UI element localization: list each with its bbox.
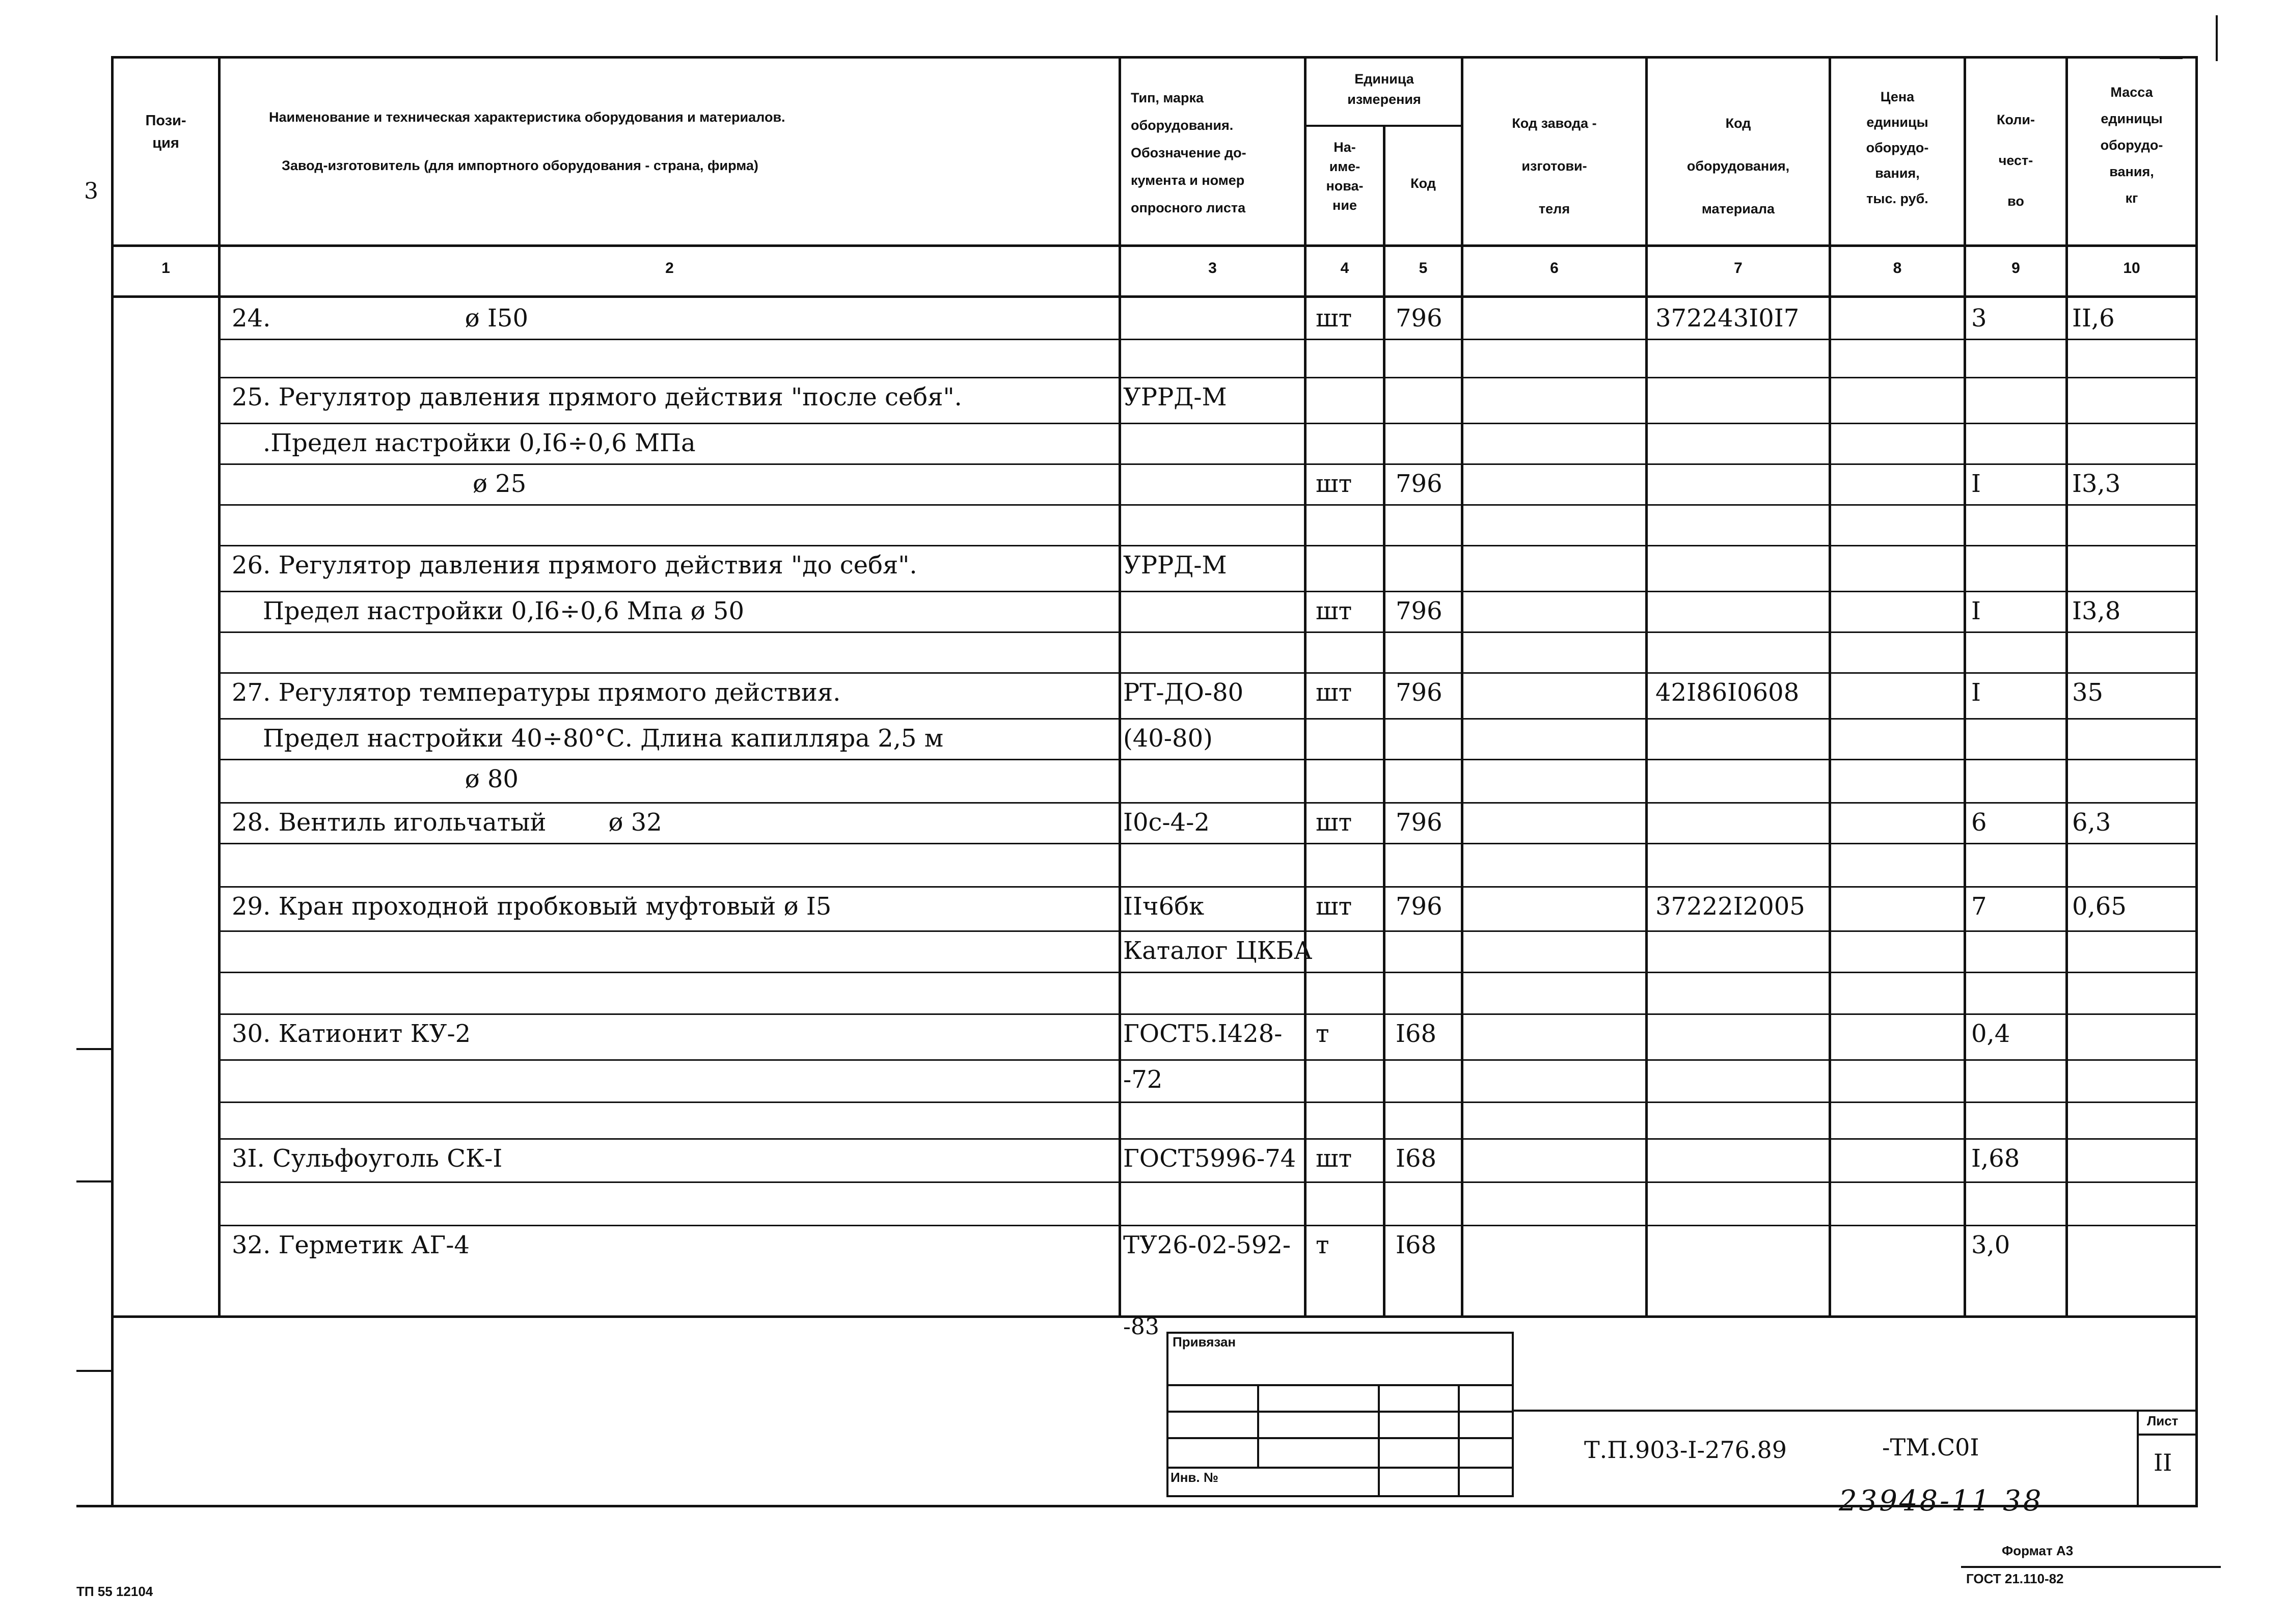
corner-tick-1 (2216, 15, 2218, 61)
hdr-quantity: Коли- чест- во (1996, 112, 2035, 209)
tb-h2 (1166, 1411, 1513, 1413)
border-right (2195, 56, 2198, 1507)
cell-c10: 0,65 (2072, 892, 2127, 921)
cell-c2: 27. Регулятор температуры прямого действия. (232, 678, 841, 707)
row-line (218, 339, 2198, 340)
format-label: Формат А3 (2002, 1543, 2074, 1558)
cell-c5: 796 (1396, 470, 1443, 498)
cell-c10: I3,3 (2072, 470, 2121, 498)
cell-c7: 37222I2005 (1655, 892, 1805, 921)
row-line (218, 1181, 2198, 1183)
row-line (218, 672, 2198, 674)
cell-c4: шт (1316, 304, 1352, 333)
cell-c9: I (1971, 678, 1981, 707)
cell-c3: I0с-4-2 (1123, 808, 1210, 837)
border-top (111, 56, 2198, 59)
hdr-name-line1: Наименование и техническая характеристика оборудования и материалов. (269, 109, 785, 125)
hdr-unit-name: На- име- нова- ние (1326, 140, 1364, 213)
row-line (218, 843, 2198, 844)
colnum-4: 4 (1340, 260, 1349, 277)
cell-c2: ø 80 (232, 765, 519, 793)
overflow-text: -83 (1123, 1314, 1159, 1340)
cell-c3: IIч6бк (1123, 892, 1205, 921)
colnum-3: 3 (1208, 260, 1217, 277)
cell-c4: шт (1316, 808, 1352, 837)
hdr-type: Тип, марка оборудования. Обозначение до- кумента и номер опросного листа (1131, 90, 1246, 215)
cell-c5: 796 (1396, 892, 1443, 921)
cell-c4: шт (1316, 1144, 1352, 1173)
cell-c3: -72 (1123, 1065, 1163, 1094)
cell-c3: Каталог ЦКБА (1123, 937, 1313, 965)
tb-h4 (1166, 1467, 1513, 1469)
tb-doc-suffix: -ТМ.С0I (1882, 1434, 1979, 1461)
tb-box-right (1512, 1332, 1514, 1497)
cell-c3: ТУ26-02-592- (1123, 1231, 1291, 1259)
cell-c2: 25. Регулятор давления прямого действия "после себя". (232, 383, 962, 411)
tb-sheet-number: II (2154, 1449, 2172, 1476)
row-line (218, 802, 2198, 804)
unit-group-line (1304, 125, 1462, 127)
row-line (218, 423, 2198, 424)
tb-box-left (1166, 1332, 1168, 1497)
hdr-price: Цена единицы оборудо- вания, тыс. руб. (1866, 89, 1929, 206)
margin-tick-1 (76, 1048, 112, 1050)
cell-c9: I (1971, 597, 1981, 625)
cell-c2: 26. Регулятор давления прямого действия "до себя". (232, 551, 917, 580)
cell-c10: II,6 (2072, 304, 2115, 333)
tb-v2 (1378, 1384, 1380, 1496)
cell-c5: 796 (1396, 678, 1443, 707)
hdr-mass: Масса единицы оборудо- вания, кг (2100, 85, 2163, 206)
cell-c3: ГОСТ5996-74 (1123, 1144, 1296, 1173)
tb-main-top (1512, 1410, 2198, 1412)
hdr-name-line2: Завод-изготовитель (для импортного оборудования - страна, фирма) (282, 158, 758, 173)
row-line (218, 1013, 2198, 1015)
margin-tick-3 (76, 1370, 112, 1372)
cell-c9: 7 (1971, 892, 1987, 921)
cell-c2: 3I. Сульфоуголь СК-I (232, 1144, 503, 1173)
row-line (218, 591, 2198, 592)
row-line (218, 504, 2198, 506)
hdr-factory-code: Код завода - изготови- теля (1512, 116, 1597, 216)
colnum-1: 1 (161, 260, 170, 277)
cell-c10: 35 (2072, 678, 2104, 707)
cell-c3: (40-80) (1123, 724, 1213, 753)
tb-h3 (1166, 1437, 1513, 1439)
cell-c9: 3,0 (1971, 1231, 2010, 1259)
row-line (218, 1059, 2198, 1061)
row-line (218, 631, 2198, 633)
corner-code: ТП 55 12104 (76, 1584, 153, 1599)
cell-c3: УРРД-М (1123, 551, 1227, 580)
margin-mark: 3 (84, 178, 98, 204)
tb-sheet-label: Лист (2147, 1413, 2179, 1428)
row-line (218, 377, 2198, 378)
tb-privyazan: Привязан (1173, 1334, 1236, 1350)
row-line (218, 1138, 2198, 1140)
cell-c4: шт (1316, 597, 1352, 625)
colnum-9: 9 (2011, 260, 2020, 277)
cell-c3: ГОСТ5.I428- (1123, 1020, 1283, 1048)
handwritten-number: 23948-11 38 (1839, 1484, 2044, 1518)
row-line (218, 718, 2198, 720)
colnum-5: 5 (1419, 260, 1428, 277)
cell-c2: 28. Вентиль игольчатый ø 32 (232, 808, 662, 837)
tb-sheet-left (2137, 1410, 2139, 1506)
hdr-unit-group: Единица измерения (1347, 71, 1421, 107)
row-line (218, 930, 2198, 932)
tb-sheet-h (2137, 1434, 2198, 1436)
cell-c4: шт (1316, 892, 1352, 921)
colnum-2: 2 (665, 260, 674, 277)
cell-c3: РТ-ДО-80 (1123, 678, 1244, 707)
cell-c5: 796 (1396, 304, 1443, 333)
row-line (218, 545, 2198, 546)
cell-c2: 30. Катионит КУ-2 (232, 1020, 471, 1048)
cell-c2: 32. Герметик АГ-4 (232, 1231, 470, 1259)
format-underline (1961, 1566, 2221, 1568)
hdr-unit-code: Код (1410, 176, 1436, 191)
cell-c2: Предел настройки 40÷80°С. Длина капилляра 2,5 м (232, 724, 944, 753)
cell-c4: т (1316, 1020, 1329, 1048)
cell-c2: ø 25 (232, 470, 527, 498)
hdr-equipment-code: Код оборудования, материала (1686, 116, 1790, 216)
cell-c5: 796 (1396, 808, 1443, 837)
margin-tick-2 (76, 1180, 112, 1182)
cell-c4: шт (1316, 470, 1352, 498)
colnum-6: 6 (1550, 260, 1559, 277)
cell-c9: I,68 (1971, 1144, 2020, 1173)
hdr-position: Пози- ция (145, 113, 186, 151)
cell-c4: шт (1316, 678, 1352, 707)
row-line (218, 1102, 2198, 1103)
cell-c7: 372243I0I7 (1655, 304, 1800, 333)
cell-c10: I3,8 (2072, 597, 2121, 625)
colnum-bottom (111, 295, 2198, 298)
cell-c9: 3 (1971, 304, 1987, 333)
col-line-4 (1383, 125, 1385, 1316)
cell-c3: УРРД-М (1123, 383, 1227, 411)
colnum-7: 7 (1734, 260, 1743, 277)
tb-v3 (1458, 1384, 1460, 1496)
colnum-8: 8 (1893, 260, 1902, 277)
cell-c2: 24. ø I50 (232, 304, 528, 333)
gost-label: ГОСТ 21.110-82 (1966, 1571, 2064, 1586)
row-line (218, 463, 2198, 465)
header-bottom (111, 244, 2198, 247)
tb-v1 (1257, 1384, 1259, 1468)
cell-c4: т (1316, 1231, 1329, 1259)
tb-box-bottom (1166, 1495, 1513, 1497)
cell-c5: I68 (1396, 1144, 1437, 1173)
row-line (218, 886, 2198, 888)
cell-c5: I68 (1396, 1020, 1437, 1048)
corner-tick-2 (2160, 57, 2183, 59)
cell-c7: 42I86I0608 (1655, 678, 1800, 707)
tb-h1 (1166, 1384, 1513, 1386)
tb-doc-code: Т.П.903-I-276.89 (1584, 1436, 1787, 1464)
cell-c9: I (1971, 470, 1981, 498)
tb-box-top (1166, 1332, 1513, 1334)
row-line (218, 972, 2198, 973)
cell-c2: 29. Кран проходной пробковый муфтовый ø I5 (232, 892, 832, 921)
colnum-10: 10 (2123, 260, 2140, 277)
tb-inv-no: Инв. № (1171, 1470, 1218, 1485)
cell-c5: 796 (1396, 597, 1443, 625)
cell-c9: 0,4 (1971, 1020, 2010, 1048)
cell-c5: I68 (1396, 1231, 1437, 1259)
row-line (218, 759, 2198, 760)
cell-c2: .Предел настройки 0,I6÷0,6 МПа (232, 429, 696, 457)
cell-c10: 6,3 (2072, 808, 2111, 837)
cell-c9: 6 (1971, 808, 1987, 837)
cell-c2: Предел настройки 0,I6÷0,6 Мпа ø 50 (232, 597, 745, 625)
row-line (218, 1225, 2198, 1226)
